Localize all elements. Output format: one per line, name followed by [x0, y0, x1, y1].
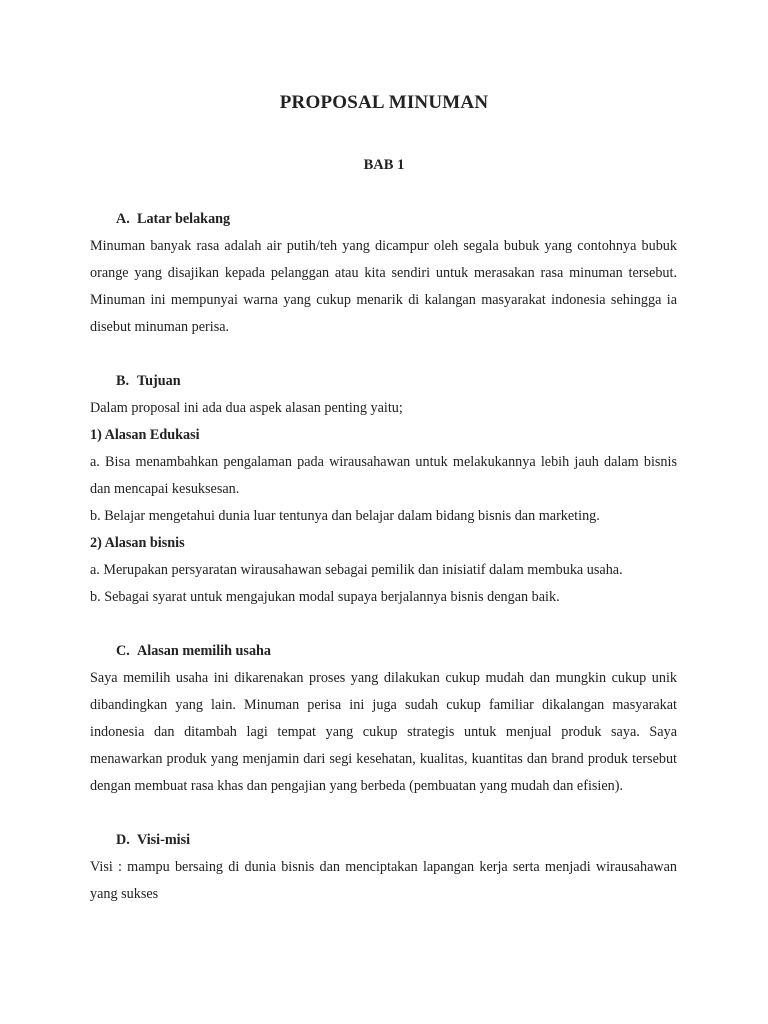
section-b-intro: Dalam proposal ini ada dua aspek alasan penting yaitu; [90, 400, 403, 416]
section-a-heading [90, 206, 677, 233]
section-a-letter: A. [116, 211, 130, 227]
section-c-heading [90, 638, 677, 665]
education-point-b: b. Belajar mengetahui dunia luar tentunya dan belajar dalam bidang bisnis dan marketing. [90, 508, 600, 524]
subsection-business-heading: 2) Alasan bisnis [90, 535, 185, 551]
education-point-a: a. Bisa menambahkan pengalaman pada wirausahawan untuk melakukannya lebih jauh dalam bisnis dan mencapai kesuksesan. [90, 454, 677, 497]
section-d-title: Visi-misi [137, 832, 191, 848]
business-point-a: a. Merupakan persyaratan wirausahawan sebagai pemilik dan inisiatif dalam membuka usaha. [90, 562, 623, 578]
section-d-heading [90, 827, 677, 854]
document-title: PROPOSAL MINUMAN [279, 92, 489, 113]
section-d-letter: D. [116, 832, 130, 848]
business-point-b: b. Sebagai syarat untuk mengajukan modal supaya berjalannya bisnis dengan baik. [90, 589, 560, 605]
section-c-paragraph: Saya memilih usaha ini dikarenakan proses yang dilakukan cukup mudah dan mungkin cukup unik dibandingkan yang lain. Minuman perisa ini juga sudah cukup familiar dikalangan masyarakat indonesia dan ditambah lagi tempat yang cukup strategis untuk menjual produk saya. Saya menawarkan produk yang menjamin dari segi kesehatan, kualitas, kuantitas dan brand produk tersebut dengan membuat rasa khas dan pengajian yang berbeda (pembuatan yang mudah dan efisien). [90, 670, 677, 794]
section-b-letter: B. [116, 373, 130, 389]
section-d-paragraph: Visi : mampu bersaing di dunia bisnis dan menciptakan lapangan kerja serta menjadi wirausahawan yang sukses [90, 859, 677, 902]
section-c-title: Alasan memilih usaha [137, 643, 272, 659]
section-a-title: Latar belakang [137, 211, 231, 227]
chapter-heading: BAB 1 [363, 157, 405, 173]
section-b-title: Tujuan [137, 373, 181, 389]
document-body [90, 206, 677, 908]
section-c-letter: C. [116, 643, 130, 659]
section-b-heading [90, 368, 677, 395]
subsection-education-heading: 1) Alasan Edukasi [90, 427, 200, 443]
section-a-paragraph: Minuman banyak rasa adalah air putih/teh yang dicampur oleh segala bubuk yang contohnya bubuk orange yang disajikan kepada pelanggan atau kita sendiri untuk merasakan rasa minuman tersebut. Minuman ini mempunyai warna yang cukup menarik di kalangan masyarakat indonesia sehingga ia disebut minuman perisa. [90, 238, 677, 335]
